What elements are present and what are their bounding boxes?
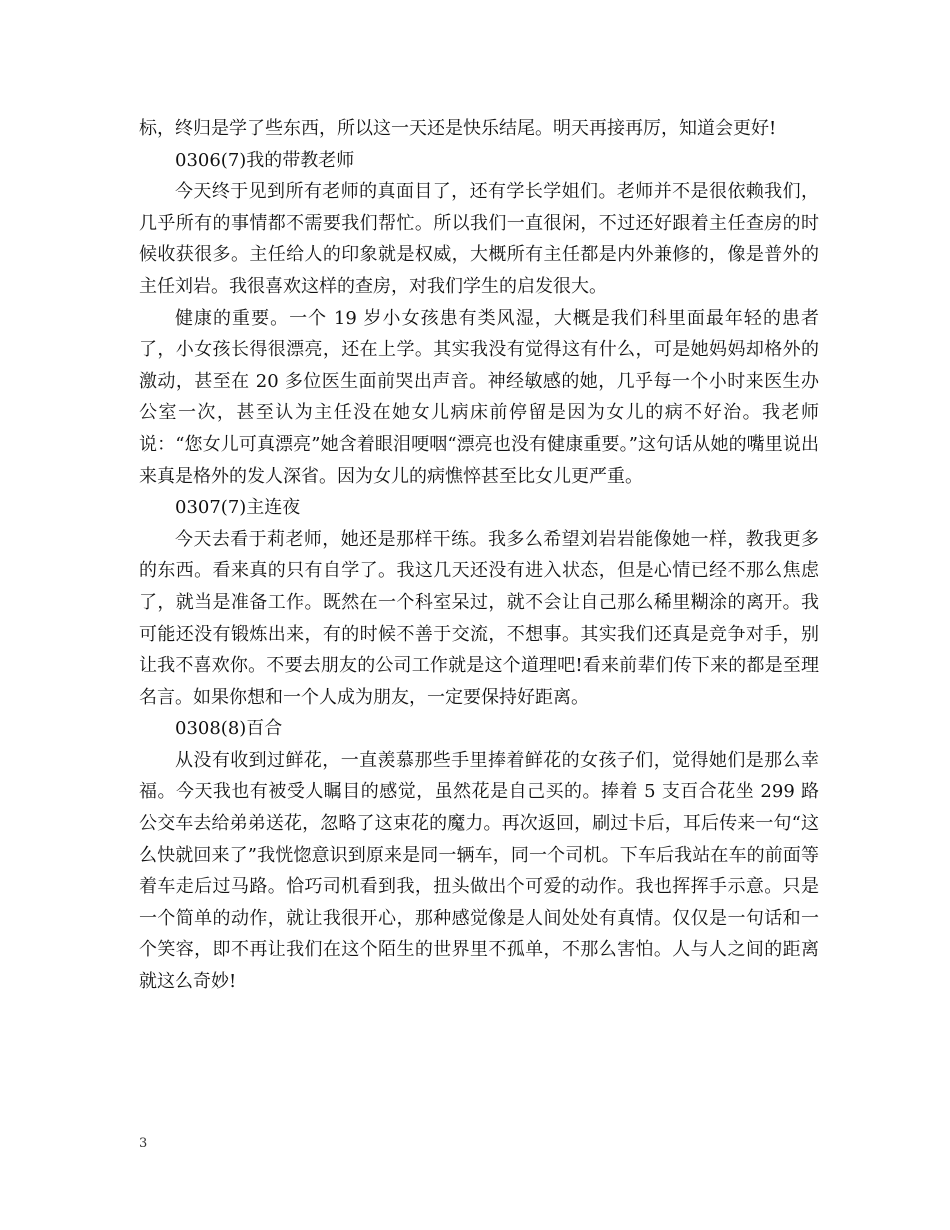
paragraph: 今天去看于莉老师，她还是那样干练。我多么希望刘岩岩能像她一样，教我更多的东西。看来真的只有自学了。我这几天还没有进入状态，但是心情已经不那么焦虑了，就当是准备工作。既然在一个科室呆过，就不会让自己那么稀里糊涂的离开。我可能还没有锻炼出来，有的时候不善于交流，不想事。其实我们还真是竞争对手，别让我不喜欢你。不要去朋友的公司工作就是这个道理吧!看来前辈们传下来的都是至理名言。如果你想和一个人成为朋友，一定要保持好距离。	[139, 528, 819, 708]
paragraph-continuation: 标，终归是学了些东西，所以这一天还是快乐结尾。明天再接再厉，知道会更好!	[139, 118, 777, 139]
document-body	[139, 113, 819, 998]
entry-heading-0307: 0307(7)主连夜	[175, 497, 301, 519]
paragraph: 健康的重要。一个 19 岁小女孩患有类风湿，大概是我们科里面最年轻的患者了，小女孩长得很漂亮，还在上学。其实我没有觉得这有什么，可是她妈妈却格外的激动，甚至在 20 多位医生面前哭出声音。神经敏感的她，几乎每一个小时来医生办公室一次，甚至认为主任没在她女儿病床前停留是因为女儿的病不好治。我老师说：“您女儿可真漂亮”她含着眼泪哽咽“漂亮也没有健康重要。”这句话从她的嘴里说出来真是格外的发人深省。因为女儿的病憔悴甚至比女儿更严重。	[139, 307, 819, 487]
entry-heading-0306: 0306(7)我的带教老师	[175, 149, 355, 171]
paragraph: 今天终于见到所有老师的真面目了，还有学长学姐们。老师并不是很依赖我们，几乎所有的事情都不需要我们帮忙。所以我们一直很闲，不过还好跟着主任查房的时候收获很多。主任给人的印象就是权威，大概所有主任都是内外兼修的，像是普外的主任刘岩。我很喜欢这样的查房，对我们学生的启发很大。	[139, 181, 819, 297]
paragraph: 从没有收到过鲜花，一直羡慕那些手里捧着鲜花的女孩子们，觉得她们是那么幸福。今天我也有被受人瞩目的感觉，虽然花是自己买的。捧着 5 支百合花坐 299 路公交车去给弟弟送花，忽略了这束花的魔力。再次返回，刷过卡后，耳后传来一句“这么快就回来了”我恍惚意识到原来是同一辆车，同一个司机。下车后我站在车的前面等着车走后过马路。恰巧司机看到我，扭头做出个可爱的动作。我也挥挥手示意。只是一个简单的动作，就让我很开心，那种感觉像是人间处处有真情。仅仅是一句话和一个笑容，即不再让我们在这个陌生的世界里不孤单，不那么害怕。人与人之间的距离就这么奇妙!	[139, 749, 819, 993]
entry-heading-0308: 0308(8)百合	[175, 718, 283, 740]
page-number: 3	[139, 1136, 148, 1151]
